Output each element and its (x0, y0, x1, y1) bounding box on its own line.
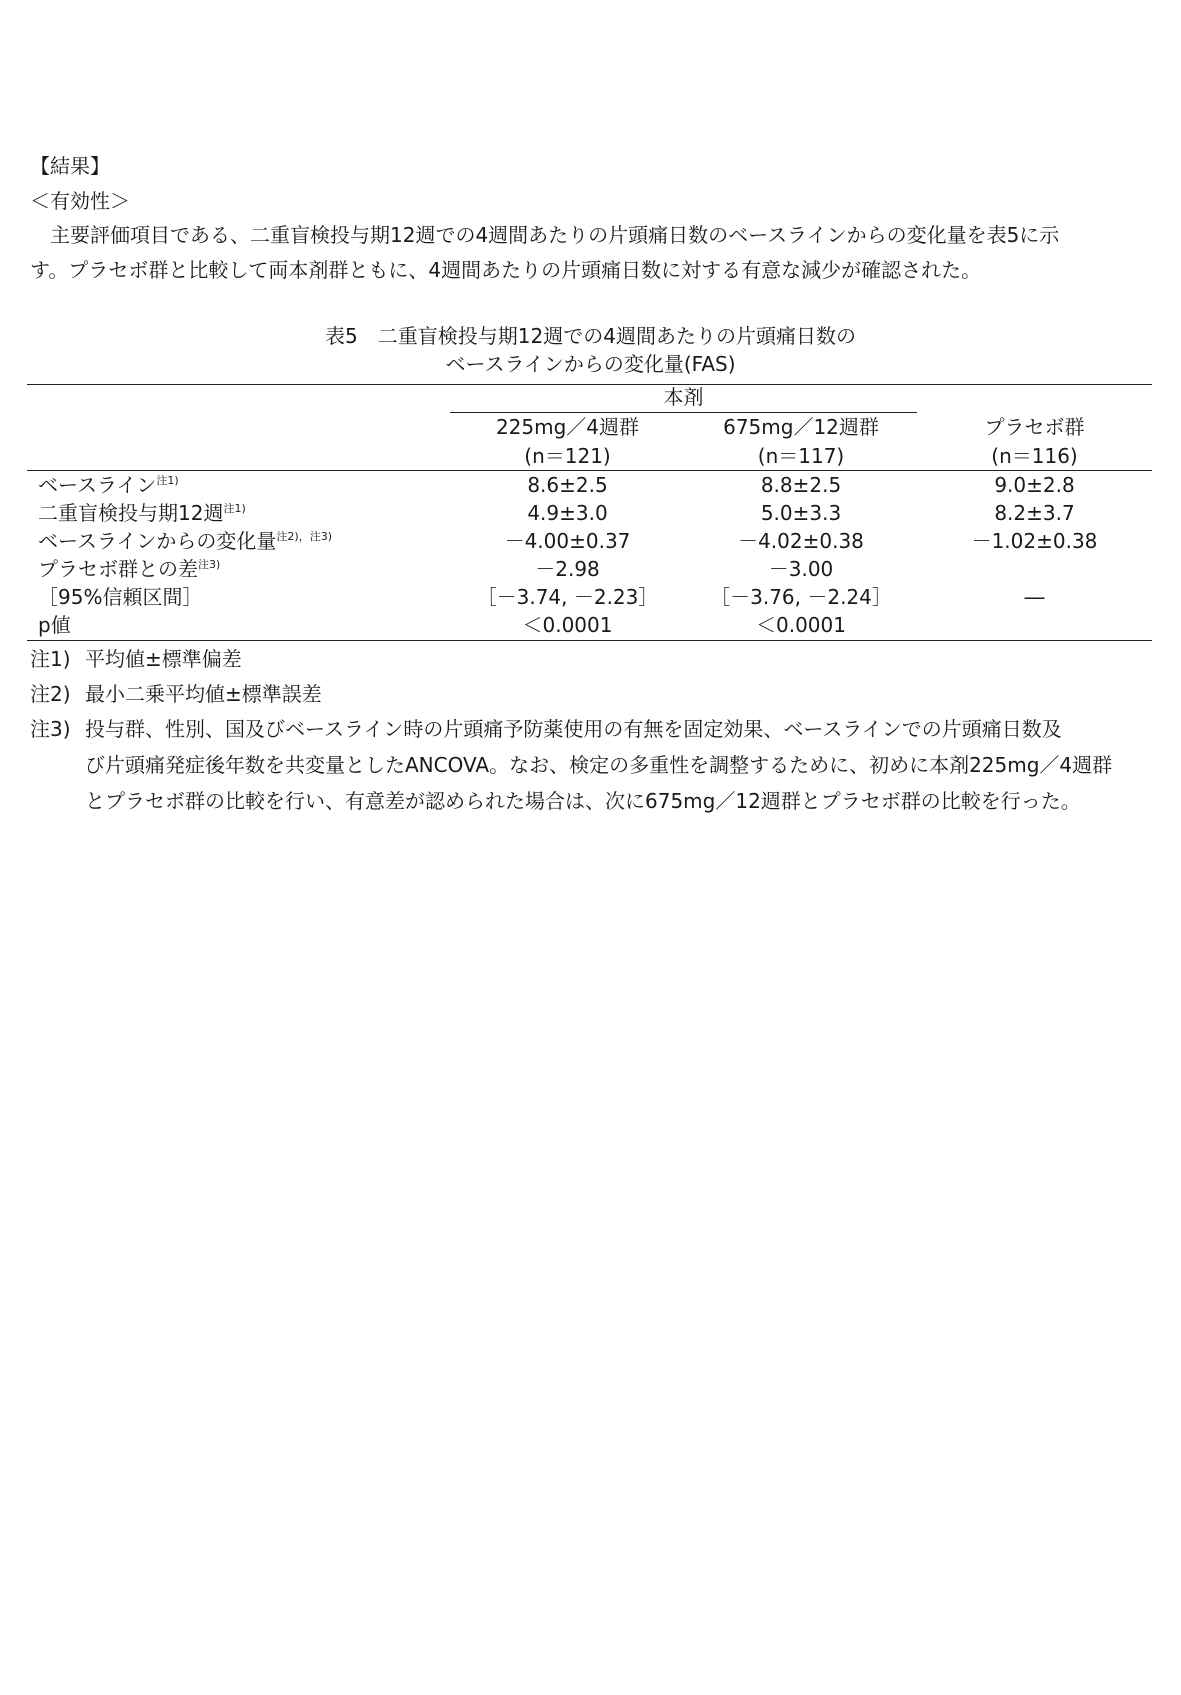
note-3-text-line-2: び片頭痛発症後年数を共変量としたANCOVA。なお、検定の多重性を調整するために、初めに本剤225mg／4週群 (85, 753, 1113, 777)
note-1-text: 平均値±標準偏差 (85, 647, 242, 671)
paragraph-line-2: す。プラセボ群と比較して両本剤群ともに、4週間あたりの片頭痛日数に対する有意な減少が確認された。 (30, 258, 982, 282)
table-caption-line-2: ベースラインからの変化量(FAS) (445, 352, 736, 376)
table-caption-line-1: 表5 二重盲検投与期12週での4週間あたりの片頭痛日数の (325, 324, 856, 348)
row-note-ref: 注3) (198, 558, 221, 571)
note-2-mark: 注2) (30, 682, 71, 706)
table-cell: －4.02±0.38 (738, 529, 864, 553)
row-note-ref: 注1) (223, 502, 246, 515)
column-n-675mg: (n＝117) (757, 444, 845, 468)
table-cell: 9.0±2.8 (994, 473, 1075, 497)
note-3-mark: 注3) (30, 717, 71, 741)
results-heading: 【結果】 (30, 154, 110, 178)
table-cell: －2.98 (535, 557, 600, 581)
paragraph-line-1: 主要評価項目である、二重盲検投与期12週での4週間あたりの片頭痛日数のベースラインからの変化量を表5に示 (50, 223, 1060, 247)
row-label-diff: プラセボ群との差$^{注3)}$ (38, 557, 221, 581)
table-bottom-rule (27, 640, 1152, 641)
table-cell: ― (1024, 585, 1045, 609)
table-cell: 8.6±2.5 (527, 473, 608, 497)
table-cell: －1.02±0.38 (971, 529, 1098, 553)
row-label-week12: 二重盲検投与期12週$^{注1)}$ (38, 501, 246, 525)
row-note-ref: 注1) (156, 474, 179, 487)
column-header-placebo: プラセボ群 (984, 415, 1085, 439)
table-cell: 8.2±3.7 (994, 501, 1075, 525)
column-n-placebo: (n＝116) (991, 444, 1078, 468)
table-cell: ［－3.76, －2.24］ (710, 585, 892, 609)
table-cell: －3.00 (768, 557, 834, 581)
row-label-change: ベースラインからの変化量$^{注2),注3)}$ (38, 529, 332, 553)
table-cell: ［－3.74, －2.23］ (476, 585, 659, 609)
column-n-225mg: (n＝121) (524, 444, 611, 468)
table-cell: 4.9±3.0 (527, 501, 608, 525)
row-label-pvalue: p値 (38, 613, 71, 637)
table-cell: ＜0.0001 (522, 613, 613, 637)
table-cell: 8.8±2.5 (760, 473, 842, 497)
column-header-225mg: 225mg／4週群 (495, 415, 640, 439)
column-header-675mg: 675mg／12週群 (723, 415, 879, 439)
row-label-ci: ［95%信頼区間］ (38, 585, 203, 609)
table-cell: ＜0.0001 (756, 613, 846, 637)
table-cell: －4.00±0.37 (504, 529, 631, 553)
note-3-text-line-1: 投与群、性別、国及びベースライン時の片頭痛予防薬使用の有無を固定効果、ベースラインでの片頭痛日数及 (85, 717, 1062, 741)
row-label-baseline: ベースライン$^{注1)}$ (38, 473, 179, 497)
note-3-text-line-3: とプラセボ群の比較を行い、有意差が認められた場合は、次に675mg／12週群とプラセボ群の比較を行った。 (85, 789, 1081, 813)
row-note-ref: 注2)，注3) (276, 530, 332, 543)
note-2-text: 最小二乗平均値±標準誤差 (85, 682, 322, 706)
group-header-drug: 本剤 (663, 385, 704, 409)
efficacy-heading: ＜有効性＞ (30, 189, 130, 213)
table-cell: 5.0±3.3 (760, 501, 842, 525)
note-1-mark: 注1) (30, 647, 71, 671)
